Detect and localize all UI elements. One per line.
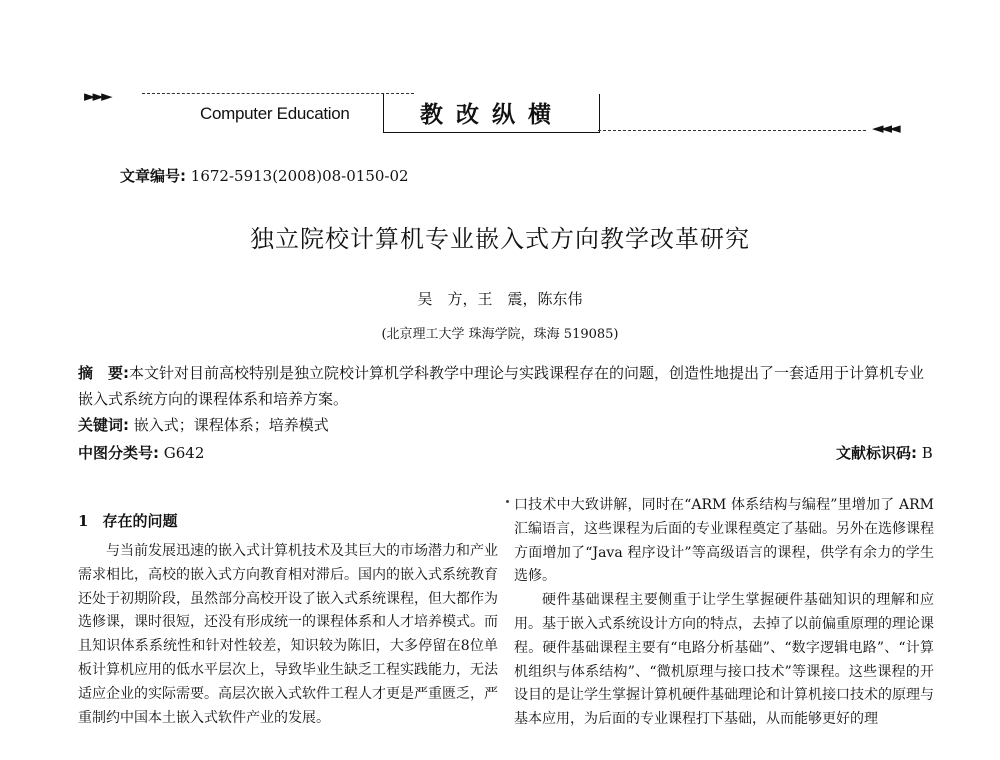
header-arrows-left: ►►► bbox=[84, 87, 110, 105]
keywords bbox=[78, 414, 329, 435]
section-number: 1 bbox=[78, 512, 89, 530]
article-number-value: 1672-5913(2008)08-0150-02 bbox=[190, 167, 409, 185]
section-heading-text: 存在的问题 bbox=[102, 512, 178, 530]
header-rule-right bbox=[598, 130, 866, 131]
abstract-label: 摘 要: bbox=[78, 364, 129, 382]
abstract-text: 本文针对目前高校特别是独立院校计算机学科教学中理论与实践课程存在的问题，创造性地提出了一套适用于计算机专业嵌入式系统方向的课程体系和培养方案。 bbox=[78, 364, 925, 408]
right-column bbox=[514, 494, 934, 732]
header-rule-left bbox=[142, 93, 414, 94]
right-paragraph-2: 硬件基础课程主要侧重于让学生掌握硬件基础知识的理解和应用。基于嵌入式系统设计方向的特点，去掉了以前偏重原理的理论课程。硬件基础课程主要有“电路分析基础”、“数字逻辑电路”、“计算机组织与体系结构”、“微机原理与接口技术”等课程。这些课程的开设目的是让学生掌握计算机硬件基础理论和计算机接口技术的原理与基本应用，为后面的专业课程打下基础，从而能够更好的理 bbox=[514, 592, 934, 728]
paper-authors: 吴 方，王 震，陈东伟 bbox=[417, 290, 583, 308]
article-number-label: 文章编号: bbox=[120, 167, 186, 185]
author-affiliation: (北京理工大学 珠海学院，珠海 519085) bbox=[381, 327, 619, 342]
journal-name: Computer Education bbox=[200, 104, 350, 123]
keywords-text: 嵌入式；课程体系；培养模式 bbox=[133, 416, 329, 434]
left-column bbox=[78, 540, 498, 730]
classification-number bbox=[78, 442, 204, 463]
left-paragraph: 与当前发展迅速的嵌入式计算机技术及其巨大的市场潜力和产业需求相比，高校的嵌入式方向教育相对滞后。国内的嵌入式系统教育还处于初期阶段，虽然部分高校开设了嵌入式系统课程，但大都作为选修课，课时很短，还没有形成统一的课程体系和人才培养模式。而且知识体系系统性和针对性较差，知识较为陈旧，大多停留在8位单板计算机应用的低水平层次上，导致毕业生缺乏工程实践能力，无法适应企业的实际需要。高层次嵌入式软件工程人才更是严重匮乏，严重制约中国本土嵌入式软件产业的发展。 bbox=[78, 543, 498, 726]
document-code-label: 文献标识码: bbox=[836, 444, 917, 462]
paper-title: 独立院校计算机专业嵌入式方向教学改革研究 bbox=[250, 225, 750, 253]
article-number bbox=[120, 165, 409, 186]
header-arrows-right: ◄◄◄ bbox=[872, 119, 898, 137]
classification-label: 中图分类号: bbox=[78, 444, 159, 462]
section-heading bbox=[78, 510, 177, 531]
keywords-label: 关键词: bbox=[78, 416, 129, 434]
document-code-value: B bbox=[921, 444, 933, 462]
column-divider-mark bbox=[506, 500, 509, 503]
abstract bbox=[78, 360, 934, 412]
document-code bbox=[836, 442, 933, 463]
column-name: 教改纵横 bbox=[420, 102, 564, 128]
right-paragraph-1: 口技术中大致讲解，同时在“ARM 体系结构与编程”里增加了 ARM 汇编语言，这些课程为后面的专业课程奠定了基础。另外在选修课程方面增加了“Java 程序设计”等高级语言的课程，供学有余力的学生选修。 bbox=[514, 497, 934, 585]
classification-value: G642 bbox=[163, 444, 205, 462]
